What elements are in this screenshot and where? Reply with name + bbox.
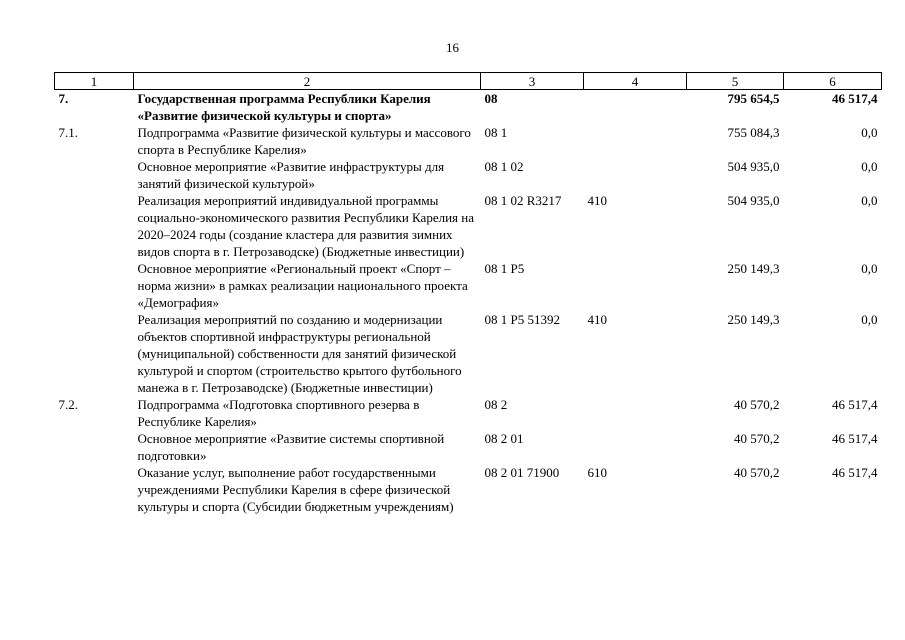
row-number: 7.2. bbox=[58, 397, 78, 412]
row-number bbox=[55, 430, 134, 464]
row-name: Оказание услуг, выполнение работ государственными учреждениями Республики Карелия в сфере физической культуры и спорта (Субсидии бюджетным учреждениям) bbox=[137, 465, 454, 514]
row-number bbox=[55, 464, 134, 515]
row-type bbox=[584, 260, 687, 311]
row-code: 08 1 02 bbox=[484, 159, 524, 174]
table-row bbox=[55, 260, 882, 311]
row-number: 7. bbox=[58, 91, 69, 106]
row-number bbox=[55, 260, 134, 311]
row-type bbox=[584, 396, 687, 430]
row-code: 08 1 02 R3217 bbox=[484, 193, 562, 208]
row-code: 08 bbox=[484, 91, 498, 106]
budget-table bbox=[54, 72, 882, 515]
table-row bbox=[55, 192, 882, 260]
row-amount: 504 935,0 bbox=[727, 159, 780, 174]
row-name: Государственная программа Республики Карелия «Развитие физической культуры и спорта» bbox=[137, 91, 431, 123]
row-name: Реализация мероприятий индивидуальной программы социально-экономического развития Республики Карелия на 2020–2024 годы (создание кластера для развития зимних видов спорта в г. Петрозаводске) (Бюджетные инвестиции) bbox=[137, 193, 474, 259]
column-header: 6 bbox=[784, 73, 882, 90]
row-name: Подпрограмма «Развитие физической культуры и массового спорта в Республике Карелия» bbox=[137, 125, 471, 157]
table-row bbox=[55, 124, 882, 158]
row-type bbox=[584, 90, 687, 125]
row-number bbox=[55, 311, 134, 396]
table-row bbox=[55, 396, 882, 430]
header-row bbox=[55, 73, 882, 90]
row-extra: 0,0 bbox=[861, 159, 878, 174]
row-extra: 46 517,4 bbox=[832, 431, 878, 446]
table-row bbox=[55, 158, 882, 192]
row-number bbox=[55, 158, 134, 192]
table-row bbox=[55, 311, 882, 396]
row-amount: 504 935,0 bbox=[727, 193, 780, 208]
row-code: 08 2 01 bbox=[484, 431, 524, 446]
column-header: 5 bbox=[687, 73, 784, 90]
row-extra: 0,0 bbox=[861, 125, 878, 140]
column-header: 4 bbox=[584, 73, 687, 90]
row-code: 08 1 P5 bbox=[484, 261, 525, 276]
row-extra: 0,0 bbox=[861, 312, 878, 327]
page-number: 16 bbox=[446, 40, 459, 55]
column-header: 3 bbox=[481, 73, 584, 90]
row-amount: 250 149,3 bbox=[727, 312, 780, 327]
table-row bbox=[55, 430, 882, 464]
row-amount: 795 654,5 bbox=[727, 91, 780, 106]
row-type: 410 bbox=[587, 312, 607, 327]
row-type: 610 bbox=[587, 465, 607, 480]
row-extra: 0,0 bbox=[861, 193, 878, 208]
table-row bbox=[55, 464, 882, 515]
row-code: 08 1 P5 51392 bbox=[484, 312, 560, 327]
row-extra: 46 517,4 bbox=[832, 465, 878, 480]
column-header: 2 bbox=[134, 73, 481, 90]
row-extra: 46 517,4 bbox=[832, 397, 878, 412]
row-code: 08 1 bbox=[484, 125, 508, 140]
row-amount: 250 149,3 bbox=[727, 261, 780, 276]
row-amount: 755 084,3 bbox=[727, 125, 780, 140]
row-amount: 40 570,2 bbox=[734, 397, 780, 412]
row-amount: 40 570,2 bbox=[734, 465, 780, 480]
row-name: Реализация мероприятий по созданию и модернизации объектов спортивной инфраструктуры региональной (муниципальной) собственности для занятий физической культурой и спортом (строительство крытого футбольного манежа в г. Петрозаводске) (Бюджетные инвестиции) bbox=[137, 312, 462, 395]
row-name: Основное мероприятие «Развитие системы спортивной подготовки» bbox=[137, 431, 445, 463]
row-number: 7.1. bbox=[58, 125, 78, 140]
row-code: 08 2 01 71900 bbox=[484, 465, 560, 480]
row-amount: 40 570,2 bbox=[734, 431, 780, 446]
row-number bbox=[55, 192, 134, 260]
row-code: 08 2 bbox=[484, 397, 508, 412]
row-type bbox=[584, 124, 687, 158]
row-extra: 0,0 bbox=[861, 261, 878, 276]
table-row bbox=[55, 90, 882, 125]
column-header: 1 bbox=[55, 73, 134, 90]
row-name: Основное мероприятие «Региональный проект «Спорт – норма жизни» в рамках реализации национального проекта «Демография» bbox=[137, 261, 468, 310]
row-name: Подпрограмма «Подготовка спортивного резерва в Республике Карелия» bbox=[137, 397, 420, 429]
row-type bbox=[584, 158, 687, 192]
row-type bbox=[584, 430, 687, 464]
row-extra: 46 517,4 bbox=[832, 91, 878, 106]
row-name: Основное мероприятие «Развитие инфраструктуры для занятий физической культурой» bbox=[137, 159, 445, 191]
row-type: 410 bbox=[587, 193, 607, 208]
